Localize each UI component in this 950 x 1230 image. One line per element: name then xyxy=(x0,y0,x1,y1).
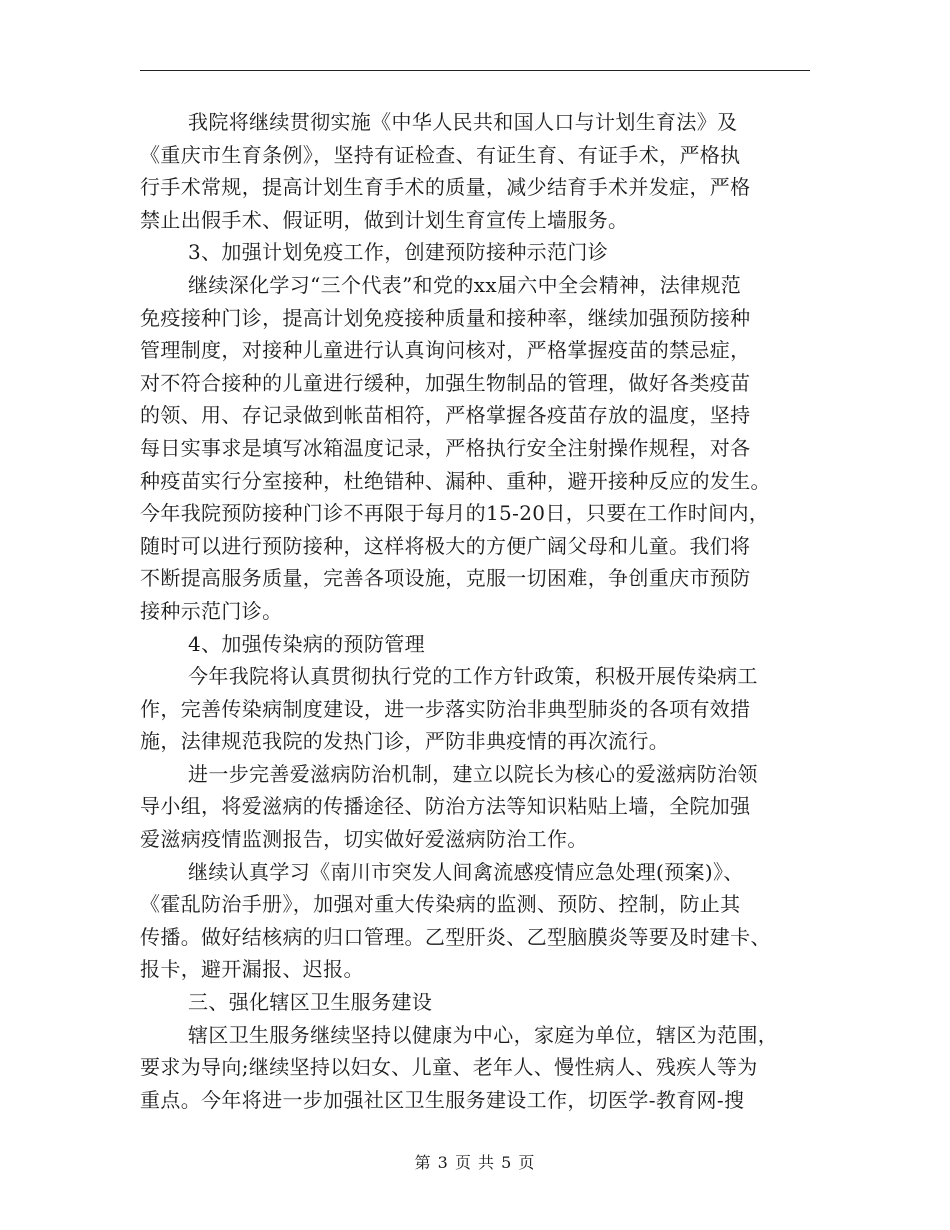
text-line: 施，法律规范我院的发热门诊，严防非典疫情的再次流行。 xyxy=(140,729,670,754)
text-line: 要求为导向;继续坚持以妇女、儿童、老年人、慢性病人、残疾人等为 xyxy=(140,1055,758,1080)
page-number-footer: 第 3 页 共 5 页 xyxy=(414,1153,536,1172)
text-line: 3、加强计划免疫工作，创建预防接种示范门诊 xyxy=(188,240,609,265)
text-line: 进一步完善爱滋病防治机制，建立以院长为核心的爱滋病防治领 xyxy=(188,761,758,786)
text-line: 辖区卫生服务继续坚持以健康为中心，家庭为单位，辖区为范围， xyxy=(188,1022,779,1047)
text-line: 继续认真学习《南川市突发人间禽流感疫情应急处理(预案)》、 xyxy=(188,859,744,884)
text-line: 今年我院预防接种门诊不再限于每月的15-20日，只要在工作时间内， xyxy=(140,501,770,526)
text-line: 的领、用、存记录做到帐苗相符，严格掌握各疫苗存放的温度，坚持 xyxy=(140,403,751,428)
text-line: 接种示范门诊。 xyxy=(140,598,283,623)
text-line: 今年我院将认真贯彻执行党的工作方针政策，积极开展传染病工 xyxy=(188,664,758,689)
text-line: 作，完善传染病制度建设，进一步落实防治非典型肺炎的各项有效措 xyxy=(140,696,751,721)
text-line: 4、加强传染病的预防管理 xyxy=(188,631,425,656)
text-line: 《重庆市生育条例》，坚持有证检查、有证生育、有证手术，严格执 xyxy=(140,142,741,167)
document-body xyxy=(140,106,810,1116)
text-line: 每日实事求是填写冰箱温度记录，严格执行安全注射操作规程，对各 xyxy=(140,435,751,460)
header-rule xyxy=(140,70,810,71)
text-line: 禁止出假手术、假证明，做到计划生育宣传上墙服务。 xyxy=(140,207,629,232)
text-line: 种疫苗实行分室接种，杜绝错种、漏种、重种，避开接种反应的发生。 xyxy=(140,468,771,493)
text-line: 不断提高服务质量，完善各项设施，克服一切困难，争创重庆市预防 xyxy=(140,566,751,591)
text-line: 行手术常规，提高计划生育手术的质量，减少结育手术并发症，严格 xyxy=(140,175,751,200)
text-line: 《霍乱防治手册》，加强对重大传染病的监测、预防、控制，防止其 xyxy=(140,892,741,917)
text-line: 三、强化辖区卫生服务建设 xyxy=(188,990,433,1015)
text-line: 免疫接种门诊，提高计划免疫接种质量和接种率，继续加强预防接种 xyxy=(140,305,751,330)
text-line: 继续深化学习“三个代表”和党的xx届六中全会精神，法律规范 xyxy=(188,272,742,297)
text-line: 我院将继续贯彻实施《中华人民共和国人口与计划生育法》及 xyxy=(188,110,738,134)
text-line: 重点。今年将进一步加强社区卫生服务建设工作，切医学-教育网-搜 xyxy=(140,1087,745,1112)
text-line: 对不符合接种的儿童进行缓种，加强生物制品的管理，做好各类疫苗 xyxy=(140,370,751,395)
text-line: 导小组，将爱滋病的传播途径、防治方法等知识粘贴上墙，全院加强 xyxy=(140,794,751,819)
text-line: 管理制度，对接种儿童进行认真询问核对，严格掌握疫苗的禁忌症， xyxy=(140,338,751,363)
text-line: 传播。做好结核病的归口管理。乙型肝炎、乙型脑膜炎等要及时建卡、 xyxy=(140,924,771,949)
text-line: 随时可以进行预防接种，这样将极大的方便广阔父母和儿童。我们将 xyxy=(140,533,751,558)
text-line: 报卡，避开漏报、迟报。 xyxy=(140,957,364,982)
text-line: 爱滋病疫情监测报告，切实做好爱滋病防治工作。 xyxy=(140,827,588,852)
